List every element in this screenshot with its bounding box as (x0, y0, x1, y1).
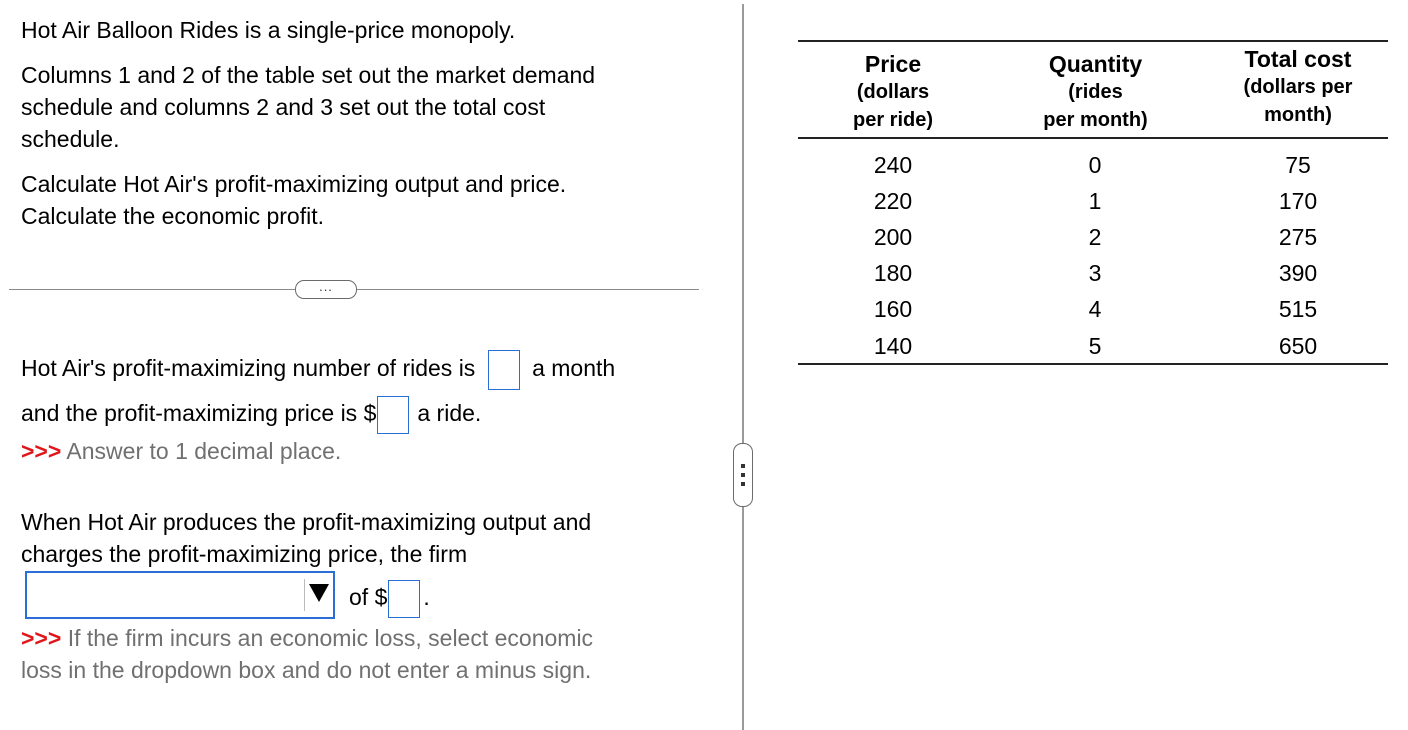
table-cell: 275 (1278, 224, 1318, 250)
answer-line-rides (21, 350, 615, 390)
hint-chevron-icon: >>> (21, 625, 62, 651)
column-header-quantity (1018, 49, 1173, 134)
rides-prompt: Hot Air's profit-maximizing number of rides is (21, 355, 476, 382)
table-cell: 180 (873, 260, 913, 286)
table-cell: 2 (1088, 224, 1102, 250)
rides-suffix: a month (532, 355, 616, 382)
dot-icon (741, 464, 745, 468)
table-cell: 515 (1278, 296, 1318, 322)
answer-line-price (21, 395, 481, 434)
table-cell: 1 (1088, 188, 1102, 214)
header-sub: month) (1264, 104, 1332, 126)
answer2-line: When Hot Air produces the profit-maximizing output and (21, 509, 592, 535)
expand-question-button[interactable]: ... (295, 280, 357, 299)
amount-input[interactable] (388, 580, 420, 618)
table-cell: 5 (1088, 333, 1102, 359)
header-main: Quantity (1048, 51, 1143, 77)
column-header-price (828, 49, 958, 134)
table-top-rule (798, 40, 1388, 42)
question-paragraph-line: Columns 1 and 2 of the table set out the market demand (21, 62, 596, 88)
table-cell: 140 (873, 333, 913, 359)
triangle-down-icon (309, 584, 329, 602)
header-sub: (dollars per (1243, 76, 1353, 98)
column-header-total-cost (1218, 45, 1378, 129)
header-sub: per month) (1043, 109, 1148, 131)
price-input[interactable] (377, 396, 409, 434)
price-suffix: a ride. (417, 400, 482, 426)
price-prompt: and the profit-maximizing price is $ (21, 400, 377, 426)
table-cell: 240 (873, 152, 913, 178)
dot-icon (741, 482, 745, 486)
hint-loss-line (21, 622, 593, 654)
header-sub: (rides (1068, 81, 1123, 103)
table-cell: 220 (873, 188, 913, 214)
question-instruction-line: Calculate the economic profit. (21, 203, 324, 229)
dot-icon (741, 473, 745, 477)
profit-loss-dropdown[interactable] (25, 571, 335, 619)
hint-decimal (21, 435, 341, 467)
table-cell: 160 (873, 296, 913, 322)
question-instruction-line: Calculate Hot Air's profit-maximizing output and price. (21, 171, 567, 197)
table-cell: 0 (1088, 152, 1102, 178)
header-main: Price (864, 51, 922, 77)
answer2-line: charges the profit-maximizing price, the firm (21, 541, 468, 567)
header-sub: per ride) (852, 109, 934, 131)
header-sub: (dollars (856, 81, 930, 103)
table-header-rule (798, 137, 1388, 139)
header-main: Total cost (1244, 46, 1352, 72)
rides-input[interactable] (488, 350, 520, 390)
table-cell: 390 (1278, 260, 1318, 286)
question-paragraph-line: schedule. (21, 126, 120, 152)
resize-handle[interactable] (733, 443, 753, 507)
table-cell: 200 (873, 224, 913, 250)
question-paragraph-line: schedule and columns 2 and 3 set out the total cost (21, 94, 546, 120)
hint-chevron-icon: >>> (21, 438, 62, 464)
table-bottom-rule (798, 363, 1388, 365)
hint-text: If the firm incurs an economic loss, select economic (67, 625, 594, 651)
amount-period: . (423, 584, 430, 610)
table-cell: 75 (1285, 152, 1311, 178)
panel-divider[interactable] (742, 4, 744, 730)
hint-text: Answer to 1 decimal place. (66, 438, 342, 464)
hint-loss-line: loss in the dropdown box and do not enter a minus sign. (21, 657, 592, 683)
amount-line (349, 579, 430, 618)
amount-prefix: of $ (349, 584, 388, 610)
table-cell: 4 (1088, 296, 1102, 322)
table-cell: 650 (1278, 333, 1318, 359)
table-cell: 170 (1278, 188, 1318, 214)
question-intro: Hot Air Balloon Rides is a single-price monopoly. (21, 17, 516, 43)
table-cell: 3 (1088, 260, 1102, 286)
